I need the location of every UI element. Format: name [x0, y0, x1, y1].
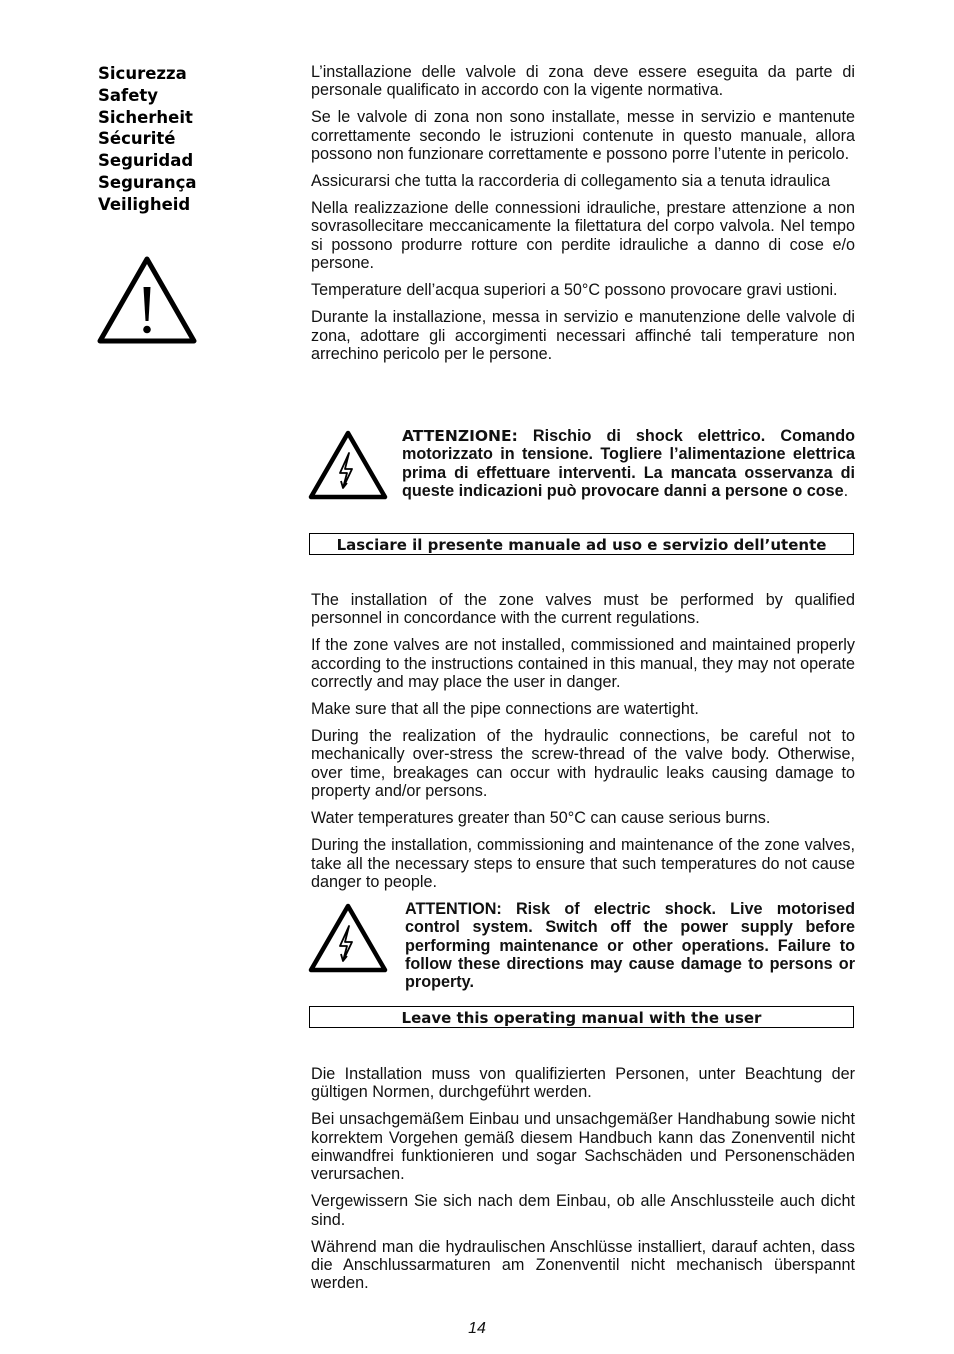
heading-nl: Veiligheid — [98, 194, 191, 214]
en-paragraph-4: During the realization of the hydraulic connections, be careful not to mechanically over-stress the screw-thread of the valve body. Otherwise, over time, breakages can occur with hydraulic leaks causing damage to property and/or persons. — [311, 727, 855, 801]
en-paragraph-6: During the installation, commissioning and maintenance of the zone valves, take all the necessary steps to ensure that such temperatures do not cause danger to people. — [311, 836, 855, 891]
it-attention-end: . — [843, 481, 849, 500]
en-paragraph-2: If the zone valves are not installed, commissioned and maintained properly according to the instructions contained in this manual, they may not operate correctly and may place the user in danger. — [311, 636, 855, 691]
general-warning-icon — [96, 255, 198, 345]
it-user-notice-box: Lasciare il presente manuale ad uso e servizio dell’utente — [309, 533, 854, 555]
en-paragraph-1: The installation of the zone valves must be performed by qualified personnel in concordance with the current regulations. — [311, 591, 855, 628]
heading-de: Sicherheit — [98, 107, 193, 127]
english-section — [311, 591, 855, 900]
it-paragraph-4: Nella realizzazione delle connessioni idrauliche, prestare attenzione a non sovrasollecitare meccanicamente la filettatura del corpo valvola. Nel tempo si possono produrre rotture con perdite idrauliche a danno di cose e/o persone. — [311, 199, 855, 273]
it-paragraph-5: Temperature dell’acqua superiori a 50°C possono provocare gravi ustioni. — [311, 281, 838, 300]
de-paragraph-4: Während man die hydraulischen Anschlüsse installiert, darauf achten, dass die Anschlussarmaturen am Zonenventil nicht mechanisch überspannt werden. — [311, 1237, 855, 1293]
it-attention-body: Rischio di shock elettrico. Comando motorizzato in tensione. Togliere l’alimentazione elettrica prima di effettuare interventi. La mancata osservanza di queste indicazioni può provocare danni a persone o cose — [402, 427, 855, 500]
it-paragraph-6: Durante la installazione, messa in servizio e manutenzione delle valvole di zona, adottare gli accorgimenti necessari affinché tali temperature non arrechino pericolo per le persone. — [311, 308, 855, 363]
electric-shock-warning-icon — [307, 902, 389, 974]
de-paragraph-2: Bei unsachgemäßem Einbau und unsachgemäßer Handhabung sowie nicht korrektem Vorgehen gemäß diesem Handbuch kann das Zonenventil nicht einwandfrei funktionieren und sogar Sachschäden und Personenschäden verursachen. — [311, 1110, 855, 1184]
it-attention-label: ATTENZIONE: — [402, 427, 518, 445]
en-attention-text: ATTENTION: Risk of electric shock. Live motorised control system. Switch off the power supply before performing maintenance or other operations. Failure to follow these directions may cause damage to persons or property. — [405, 900, 855, 992]
heading-pt: Segurança — [98, 172, 197, 192]
it-paragraph-3: Assicurarsi che tutta la raccorderia di collegamento sia a tenuta idraulica — [311, 172, 831, 191]
it-paragraph-1: L’installazione delle valvole di zona deve essere eseguita da parte di personale qualificato in accordo con la vigente normativa. — [311, 63, 855, 100]
safety-headings — [98, 63, 298, 216]
german-section — [311, 1065, 855, 1301]
en-paragraph-5: Water temperatures greater than 50°C can cause serious burns. — [311, 809, 771, 828]
heading-en: Safety — [98, 85, 159, 105]
en-user-notice-box: Leave this operating manual with the user — [309, 1006, 854, 1028]
it-paragraph-2: Se le valvole di zona non sono installate, messe in servizio e mantenute correttamente secondo le istruzioni contenute in questo manuale, allora possono non funzionare correttamente e possono porre l’utente in pericolo. — [311, 108, 855, 163]
de-paragraph-3: Vergewissern Sie sich nach dem Einbau, ob alle Anschlussteile auch dicht sind. — [311, 1192, 855, 1229]
heading-es: Seguridad — [98, 151, 194, 171]
electric-shock-warning-icon — [307, 429, 389, 501]
en-paragraph-3: Make sure that all the pipe connections are watertight. — [311, 700, 699, 719]
heading-it: Sicurezza — [98, 64, 187, 83]
it-attention-text — [402, 427, 855, 500]
italian-section — [311, 63, 855, 372]
heading-fr: Sécurité — [98, 129, 176, 149]
page-number: 14 — [468, 1320, 486, 1337]
de-paragraph-1: Die Installation muss von qualifizierten Personen, unter Beachtung der gültigen Normen, durchgeführt werden. — [311, 1065, 855, 1102]
